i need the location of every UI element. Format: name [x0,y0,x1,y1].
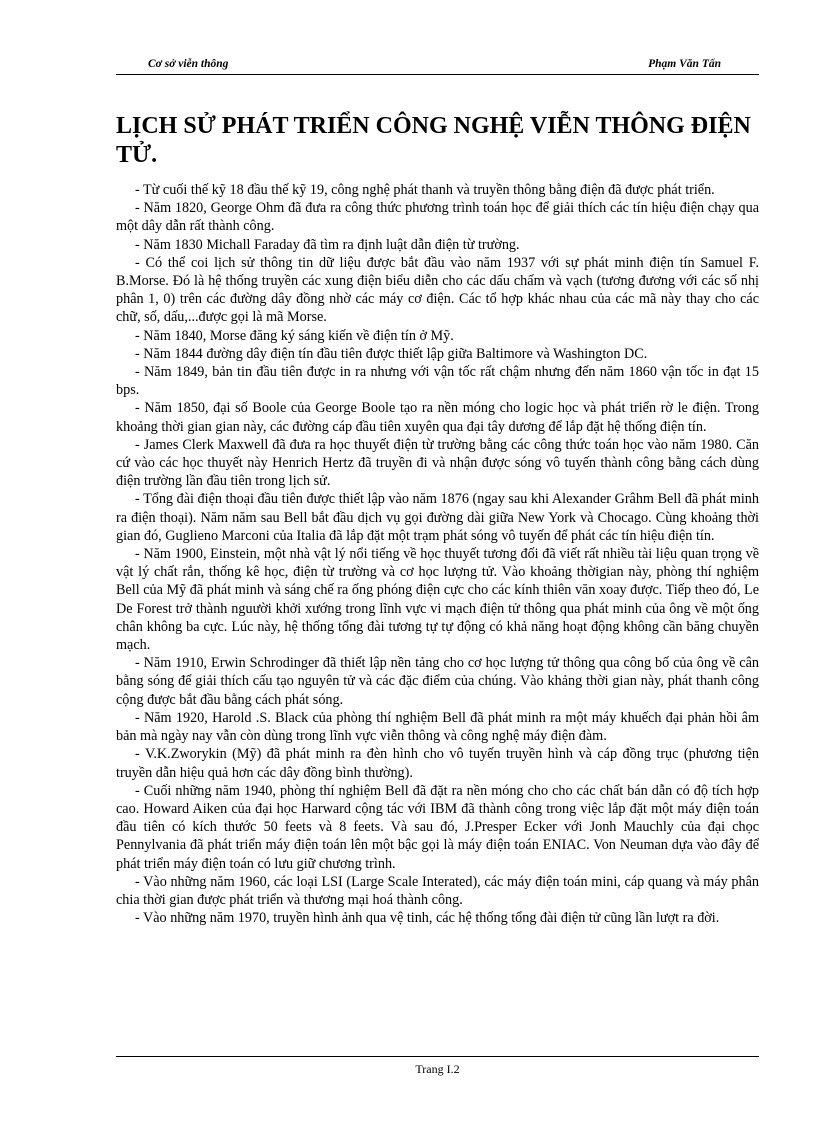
paragraph: - Năm 1840, Morse đăng ký sáng kiến về điện tín ở Mỹ. [135,327,454,344]
paragraph: - Tổng đài điện thoại đầu tiên được thiết lập vào năm 1876 (ngay sau khi Alexander Grâhm Bell đã phát minh ra điện thoại). Năm năm sau Bell bắt đầu dịch vụ gọi đường dài giữa New York và Chocago. Cùng khoảng thời gian đó, Guglieno Marconi của Italia đã lắp đặt một trạm phát sóng vô tuyến để phát các tín hiệu điện tín. [116,491,759,544]
paragraph: - James Clerk Maxwell đã đưa ra học thuyết điện từ trường bằng các công thức toán học vào năm 1980. Căn cứ vào các học thuyết này Henrich Hertz đã truyền đi và nhận được sóng vô tuyến thành công bằng cách dùng điện trường lần đầu tiên trong lịch sử. [116,436,759,490]
page-title: LỊCH SỬ PHÁT TRIỂN CÔNG NGHỆ VIỄN THÔNG ĐIỆN TỬ. [116,113,751,168]
paragraph: - Năm 1820, George Ohm đã đưa ra công thức phương trình toán học để giải thích các tín hiệu điện chạy qua một dây dẫn rất thành công. [116,200,759,235]
paragraph: - Vào những năm 1970, truyền hình ảnh qua vệ tinh, các hệ thống tổng đài điện tử cũng lần lượt ra đời. [135,910,720,927]
paragraph: - Từ cuối thế kỹ 18 đầu thế kỹ 19, công nghệ phát thanh và truyền thông bằng điện đã được phát triển. [135,182,715,198]
paragraph: - Năm 1850, đại số Boole của George Boole tạo ra nền móng cho logic học và phát triển rờ le điện. Trong khoảng thời gian gian này, các đường cáp đầu tiên xuyên qua đại tây dương để lắp đặt hệ thống điện tín. [116,400,759,435]
page-number: Trang I.2 [415,1062,460,1076]
paragraph: - Năm 1844 đường dây điện tín đầu tiên được thiết lập giữa Baltimore và Washington DC. [135,345,648,362]
paragraph: - V.K.Zworykin (Mỹ) đã phát minh ra đèn hình cho vô tuyến truyền hình và cáp đồng trục (phương tiện truyền dẫn hiệu quả hơn các dây đồng bình thường). [116,746,759,781]
paragraph: - Cuối những năm 1940, phòng thí nghiệm Bell đã đặt ra nền móng cho cho các chất bán dẫn có độ tích hợp cao. Howard Aiken của đại học Harward cộng tác với IBM đã thành công trong việc lắp đặt một máy điện toán đầu tiên có kích thước 50 feets và 8 feets. Và sau đó, J.Presper Ecker với Jonh Mauchly của đại chọc Pennylvania đã phát triển máy điện toán lên một bậc gọi là máy điện toán ENIAC. Von Neuman dựa vào đây để phát triển máy điện toán có lưu giữ chương trình. [116,782,759,872]
header-course-title: Cơ sở viễn thông [148,58,229,70]
paragraph: - Năm 1910, Erwin Schrodinger đã thiết lập nền tảng cho cơ học lượng tử thông qua công bố của ông về cân bằng sóng để giải thích cấu tạo nguyên tử và các đặc điểm của chúng. Vào khảng thời gian này, phát thanh công cộng được bắt đầu bằng cách phát sóng. [116,655,759,708]
document-body [116,181,759,927]
paragraph: - Năm 1849, bản tin đầu tiên được in ra nhưng với vận tốc rất chậm nhưng đến năm 1860 vận tốc in đạt 15 bps. [116,364,759,399]
paragraph: - Năm 1920, Harold .S. Black của phòng thí nghiệm Bell đã phát minh ra một máy khuếch đại phản hồi âm bản mà ngày nay vẫn còn dùng trong lĩnh vực viễn thông và công nghệ máy điện đàm. [116,709,759,745]
page-header [116,56,759,75]
page-footer [116,1056,759,1077]
paragraph: - Năm 1900, Einstein, một nhà vật lý nổi tiếng về học thuyết tương đối đã viết rất nhiều tài liệu quan trọng về vật lý chất rắn, thống kê học, điện từ trường và cơ học lượng tử. Vào khoảng thờigian này, phòng thí nghiệm Bell của Mỹ đã phát minh và sáng chế ra ống phóng điện cực cho các kính thiên văn xoay được. Tiếp theo đó, Le De Forest trở thành nguười khởi xướng trong lĩnh vực vi mạch điện tử thông qua phát minh của ông về một ống chân không ba cực. Lúc này, hệ thống tổng đài tương tự tự động có khả năng hoạt động không cần băng chuyền mạch. [116,546,759,654]
header-author: Phạm Văn Tấn [648,58,721,70]
paragraph: - Vào những năm 1960, các loại LSI (Large Scale Interated), các máy điện toán mini, cáp quang và máy phân chia thời gian được phát triển và thương mại hoá thành công. [116,873,759,908]
paragraph: - Năm 1830 Michall Faraday đã tìm ra định luật dẫn điện từ trường. [135,236,520,253]
paragraph: - Có thể coi lịch sử thông tin dữ liệu được bắt đầu vào năm 1937 với sự phát minh điện tín Samuel F. B.Morse. Đó là hệ thống truyền các xung điện biểu diễn cho các dấu chấm và vạch (tương đương với các số nhị phân 1, 0) trên các đường dây đồng nhờ các máy cơ điện. Các tổ hợp khác nhau của các mã này thay cho các chữ, số, dấu,...được gọi là mã Morse. [116,254,759,326]
